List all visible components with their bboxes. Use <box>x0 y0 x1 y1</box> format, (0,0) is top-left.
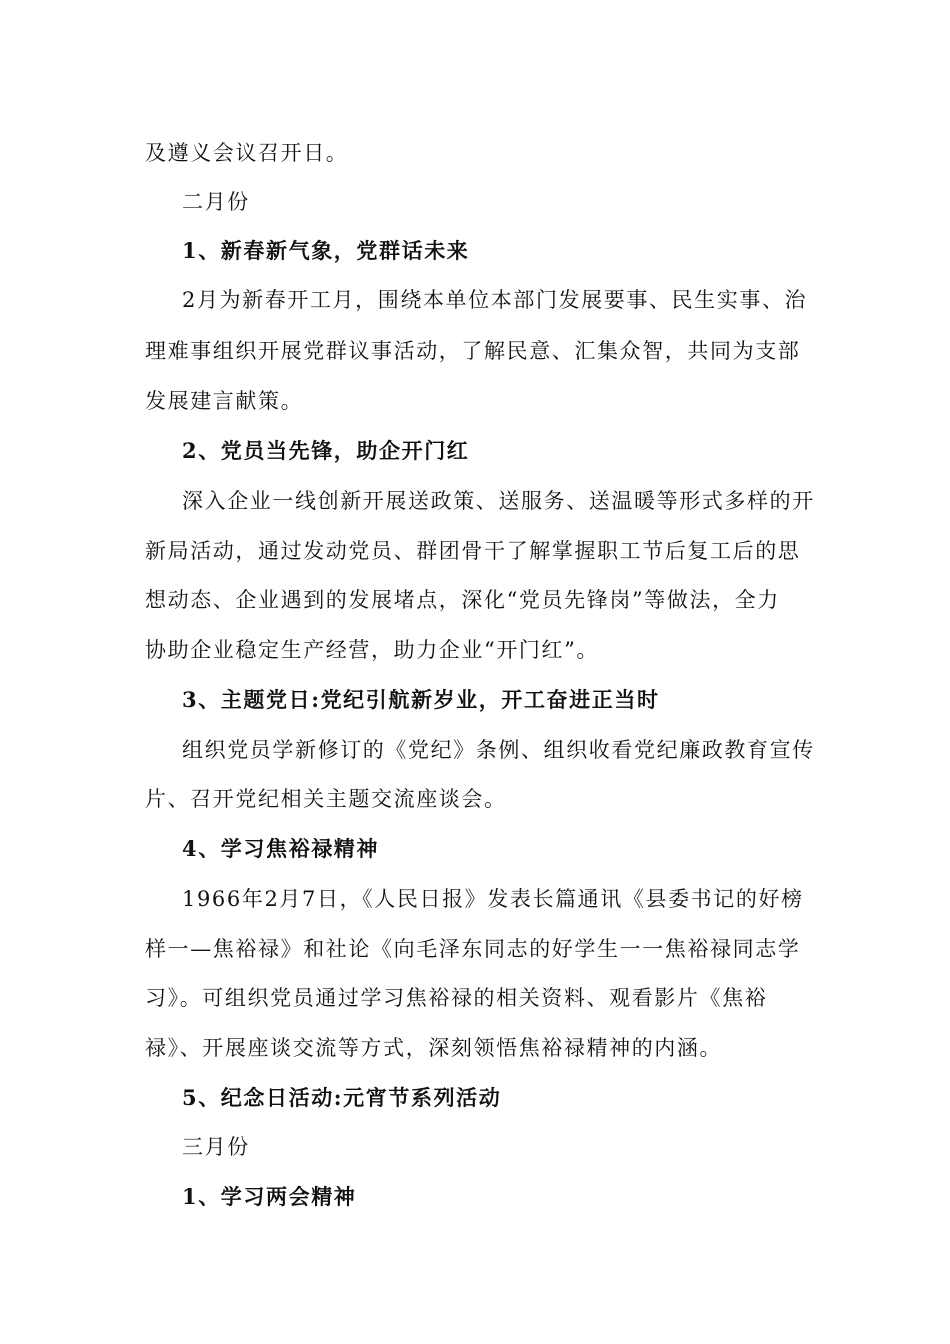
paragraph-line: 理难事组织开展党群议事活动，了解民意、汇集众智，共同为支部 <box>145 339 801 363</box>
paragraph-line: 样一—焦裕禄》和社论《向毛泽东同志的好学生一一焦裕禄同志学 <box>145 937 801 961</box>
paragraph-line: 深入企业一线创新开展送政策、送服务、送温暖等形式多样的开 <box>182 489 815 513</box>
section-heading: 3、主题党日:党纪引航新岁业，开工奋进正当时 <box>182 687 660 712</box>
paragraph-line: 协助企业稳定生产经营，助力企业“开门红”。 <box>145 638 600 662</box>
paragraph-line: 2月为新春开工月，围绕本单位本部门发展要事、民生实事、治 <box>182 288 808 312</box>
section-heading: 1、学习两会精神 <box>182 1184 357 1209</box>
paragraph-line: 禄》、开展座谈交流等方式，深刻领悟焦裕禄精神的内涵。 <box>145 1036 723 1060</box>
month-heading: 二月份 <box>182 190 250 214</box>
paragraph-line: 组织党员学新修订的《党纪》条例、组织收看党纪廉政教育宣传 <box>182 738 815 762</box>
section-heading: 1、新春新气象，党群话未来 <box>182 238 470 263</box>
section-heading: 5、纪念日活动:元宵节系列活动 <box>182 1085 502 1110</box>
paragraph-line: 及遵义会议召开日。 <box>145 141 349 165</box>
paragraph-line: 1966年2月7日，《人民日报》发表长篇通讯《县委书记的好榜 <box>182 887 804 911</box>
paragraph-line: 发展建言献策。 <box>145 389 304 413</box>
month-heading: 三月份 <box>182 1135 250 1159</box>
paragraph-line: 习》。可组织党员通过学习焦裕禄的相关资料、观看影片《焦裕 <box>145 986 768 1010</box>
section-heading: 4、学习焦裕禄精神 <box>182 836 380 861</box>
section-heading: 2、党员当先锋，助企开门红 <box>182 438 470 463</box>
paragraph-line: 新局活动，通过发动党员、群团骨干了解掌握职工节后复工后的思 <box>145 539 801 563</box>
paragraph-line: 片、召开党纪相关主题交流座谈会。 <box>145 787 507 811</box>
paragraph-line: 想动态、企业遇到的发展堵点，深化“党员先锋岗”等做法，全力 <box>145 588 780 612</box>
